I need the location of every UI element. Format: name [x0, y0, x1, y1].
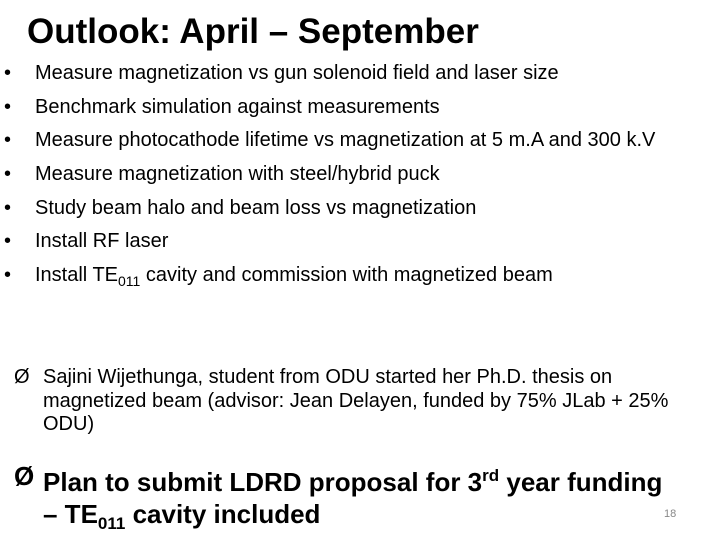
bullet-item — [4, 129, 704, 153]
bullet-icon: • — [4, 129, 12, 152]
slide-title: Outlook: April – September — [27, 12, 479, 51]
bullet-icon: • — [4, 95, 12, 118]
ldrd-note-subscript: 011 — [97, 514, 126, 533]
bullet-item — [4, 197, 704, 221]
page-number: 18 — [664, 508, 677, 520]
bullet-text: Measure magnetization with steel/hybrid puck — [35, 163, 440, 186]
bullet-text: Install RF laser — [35, 230, 169, 253]
arrow-bullet-icon: Ø — [14, 461, 35, 491]
bullet-item — [4, 163, 704, 187]
ldrd-note-superscript: rd — [482, 466, 500, 485]
bullet-list — [4, 62, 704, 304]
bullet-icon: • — [4, 230, 12, 253]
bullet-text: Measure photocathode lifetime vs magnetization at 5 m.A and 300 k.V — [35, 129, 656, 152]
bullet-icon: • — [4, 264, 12, 287]
bullet-item — [4, 96, 704, 120]
ldrd-note-line2-post: cavity included — [125, 499, 321, 529]
bullet-text: Study beam halo and beam loss vs magnetization — [35, 196, 477, 219]
bullet-item — [4, 62, 704, 86]
bullet-text-pre: Install TE — [35, 264, 118, 287]
bullet-item — [4, 264, 704, 294]
arrow-bullet-icon: Ø — [14, 366, 30, 388]
bullet-text: Measure magnetization vs gun solenoid field and laser size — [35, 62, 559, 84]
bullet-icon: • — [4, 163, 12, 186]
ldrd-note-text-mid: year funding — [499, 467, 663, 497]
student-note — [4, 366, 704, 437]
bullet-text: Benchmark simulation against measurements — [35, 95, 440, 118]
bullet-icon: • — [4, 196, 12, 219]
bullet-icon: • — [4, 62, 12, 84]
bullet-text-post: cavity and commission with magnetized beam — [140, 264, 553, 287]
bullet-item — [4, 230, 704, 254]
ldrd-note-text: Plan to submit LDRD proposal for 3 — [43, 467, 483, 497]
bullet-subscript: 011 — [118, 273, 141, 290]
student-note-text: Sajini Wijethunga, student from ODU started her Ph.D. thesis on magnetized beam (advisor: Jean Delayen, funded by 75% JLab + 25% ODU) — [43, 366, 669, 435]
ldrd-note — [4, 460, 720, 540]
ldrd-note-line2: – TE — [43, 499, 98, 529]
